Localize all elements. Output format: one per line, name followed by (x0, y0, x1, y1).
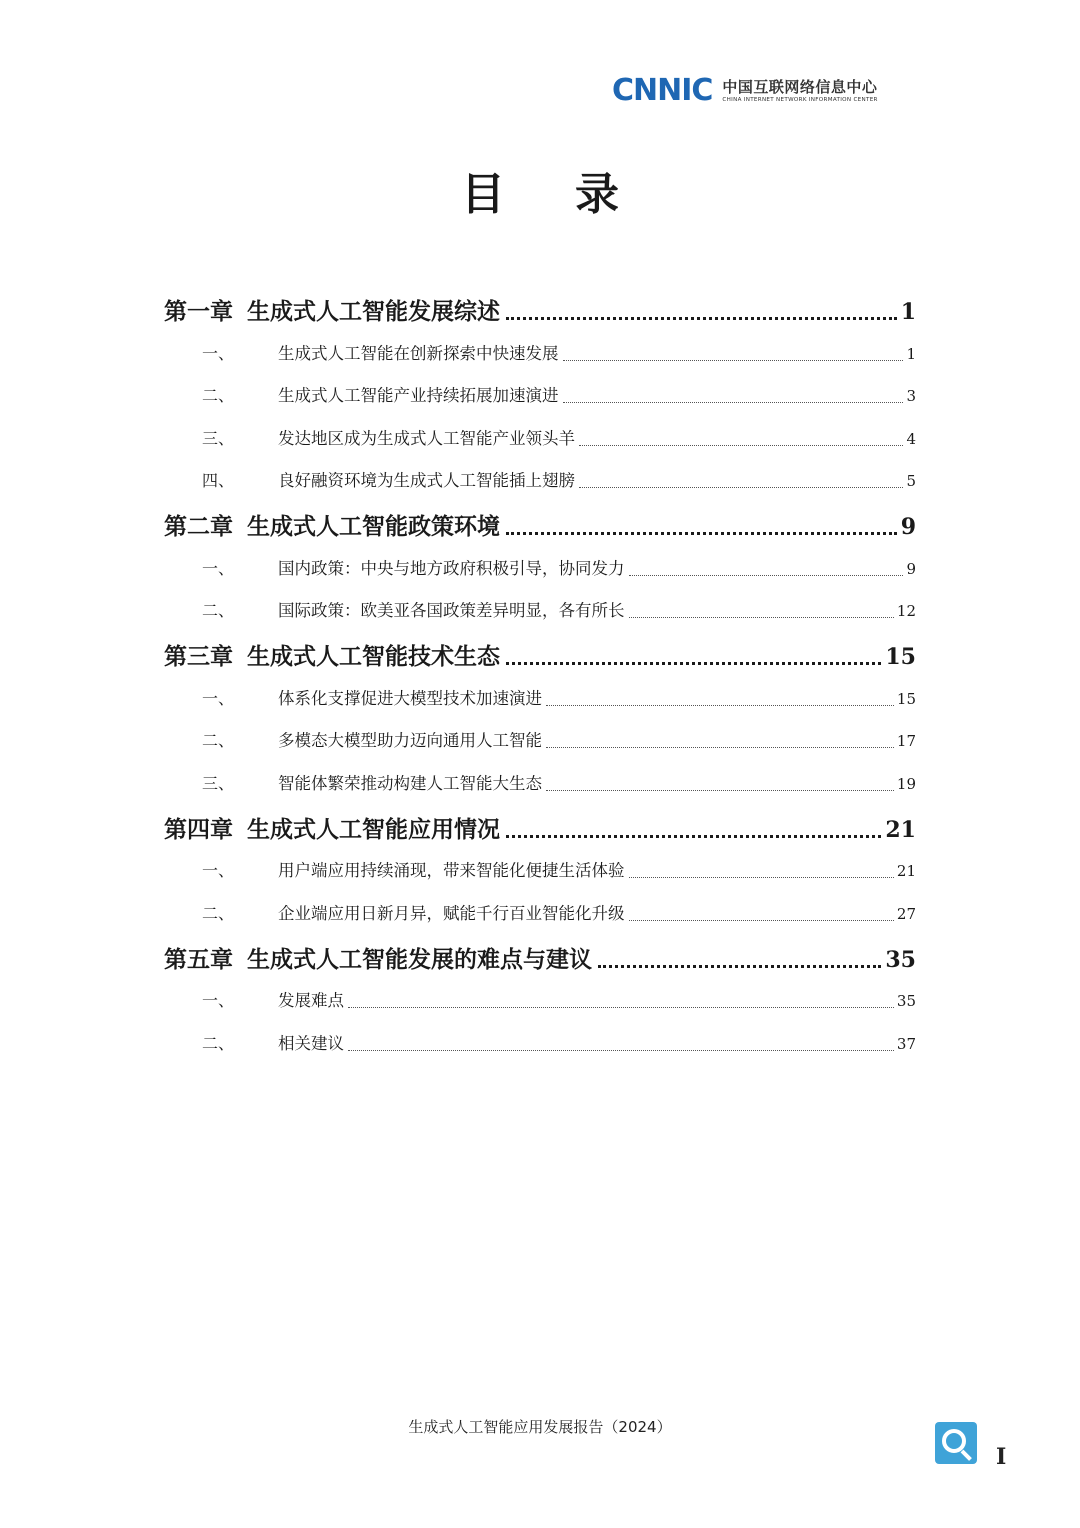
footer-report-title: 生成式人工智能应用发展报告（2024） (408, 1418, 672, 1436)
toc-chapter-title (164, 946, 592, 980)
toc-section-index: 二、 (202, 601, 235, 620)
toc-section-index: 二、 (202, 903, 235, 923)
toc-chapter-page: 21 (885, 816, 916, 843)
toc-section[interactable] (164, 720, 916, 763)
toc-chapter-label: 生成式人工智能发展综述 (247, 299, 500, 325)
toc-section-label: 用户端应用持续涌现，带来智能化便捷生活体验 (278, 861, 625, 880)
toc-section-page: 27 (896, 904, 916, 923)
toc-chapter-title (164, 298, 500, 332)
toc-section[interactable] (164, 1022, 916, 1065)
toc-section-page: 35 (896, 992, 916, 1010)
toc-chapter-title (164, 513, 500, 547)
toc-chapter-title (164, 816, 500, 850)
toc-leader-dots (579, 445, 903, 446)
toc-leader-dots (546, 790, 894, 791)
toc-chapter-page: 35 (885, 946, 916, 973)
toc-section-index: 三、 (202, 773, 235, 793)
toc-chapter-page: 15 (885, 644, 916, 670)
toc-chapter-label: 生成式人工智能政策环境 (247, 514, 500, 540)
toc-section-label: 国内政策：中央与地方政府积极引导，协同发力 (278, 558, 625, 578)
toc-chapter-page: 1 (900, 299, 916, 325)
toc-section[interactable] (164, 417, 916, 460)
toc-section-page: 17 (896, 732, 916, 750)
toc-chapter-label: 生成式人工智能发展的难点与建议 (247, 946, 592, 973)
toc-section-index: 一、 (202, 861, 235, 880)
toc-section-page: 4 (906, 429, 916, 448)
page-title-char-1: 目 (461, 169, 505, 220)
page-title-char-2: 录 (575, 169, 619, 220)
toc-chapter[interactable] (164, 808, 916, 850)
toc-section-label: 体系化支撑促进大模型技术加速演进 (278, 688, 542, 708)
toc-section-index: 二、 (202, 386, 235, 405)
toc-leader-dots (598, 965, 881, 968)
toc-section-label: 发展难点 (278, 991, 344, 1010)
toc-section-page: 5 (906, 472, 916, 490)
toc-section[interactable] (164, 677, 916, 720)
toc-section-label: 相关建议 (278, 1033, 344, 1053)
toc-leader-dots (563, 402, 904, 403)
toc-section-label: 生成式人工智能产业持续拓展加速演进 (278, 386, 559, 405)
magnifier-icon (935, 1422, 977, 1464)
toc-leader-dots (563, 360, 904, 361)
toc-chapter-label: 生成式人工智能技术生态 (247, 644, 500, 670)
toc-chapter[interactable] (164, 938, 916, 980)
toc-section-label: 企业端应用日新月异，赋能千行百业智能化升级 (278, 903, 625, 923)
page-number: I (996, 1444, 1007, 1470)
toc-leader-dots (546, 705, 894, 706)
toc-leader-dots (506, 835, 881, 838)
toc-section-index: 二、 (202, 731, 235, 750)
toc-section-page: 15 (896, 689, 916, 708)
toc-leader-dots (506, 662, 881, 665)
toc-chapter-number: 第四章 (164, 816, 233, 843)
toc-section-index: 二、 (202, 1033, 235, 1053)
toc-leader-dots (629, 575, 904, 576)
toc-chapter-page: 9 (900, 514, 916, 540)
toc-section[interactable] (164, 460, 916, 503)
toc-section-page: 1 (906, 344, 916, 363)
toc-section[interactable] (164, 980, 916, 1023)
toc-section-label: 多模态大模型助力迈向通用人工智能 (278, 731, 542, 750)
toc-leader-dots (629, 877, 894, 878)
toc-chapter-label: 生成式人工智能应用情况 (247, 816, 500, 843)
cnnic-logo: CNNIC (612, 73, 713, 108)
toc-section-index: 一、 (202, 688, 235, 708)
toc-chapter[interactable] (164, 635, 916, 677)
toc-leader-dots (506, 532, 897, 535)
toc-chapter-number: 第二章 (164, 514, 233, 540)
toc-leader-dots (546, 747, 894, 748)
toc-chapter[interactable] (164, 505, 916, 547)
page-title (0, 158, 1080, 222)
toc-section-index: 一、 (202, 343, 235, 363)
toc-section[interactable] (164, 850, 916, 893)
toc-leader-dots (579, 487, 903, 488)
toc-section[interactable] (164, 762, 916, 805)
toc-section-label: 发达地区成为生成式人工智能产业领头羊 (278, 428, 575, 448)
toc-section-label: 国际政策：欧美亚各国政策差异明显，各有所长 (278, 601, 625, 620)
toc-chapter[interactable] (164, 290, 916, 332)
toc-leader-dots (629, 617, 894, 618)
toc-section-page: 9 (906, 559, 916, 578)
toc-leader-dots (348, 1050, 894, 1051)
toc-section-index: 一、 (202, 991, 235, 1010)
toc-section-page: 12 (896, 602, 916, 620)
toc-section[interactable] (164, 892, 916, 935)
toc-chapter-number: 第三章 (164, 644, 233, 670)
toc-section-label: 良好融资环境为生成式人工智能插上翅膀 (278, 471, 575, 490)
toc-section[interactable] (164, 332, 916, 375)
toc-section-page: 3 (906, 387, 916, 405)
toc-section-index: 三、 (202, 428, 235, 448)
toc-section[interactable] (164, 590, 916, 633)
org-name-cn: 中国互联网络信息中心 (722, 77, 878, 96)
toc-leader-dots (506, 317, 897, 320)
org-name (722, 79, 877, 104)
toc-chapter-title (164, 643, 500, 677)
toc-chapter-number: 第一章 (164, 299, 233, 325)
header (612, 73, 878, 108)
toc-section[interactable] (164, 375, 916, 418)
org-name-en: CHINA INTERNET NETWORK INFORMATION CENTER (722, 96, 878, 103)
toc-section[interactable] (164, 547, 916, 590)
toc-section-index: 一、 (202, 558, 235, 578)
toc-section-page: 19 (896, 774, 916, 793)
table-of-contents (164, 290, 916, 1065)
toc-section-page: 21 (896, 862, 916, 880)
toc-chapter-number: 第五章 (164, 946, 233, 973)
toc-leader-dots (348, 1007, 894, 1008)
toc-leader-dots (629, 920, 894, 921)
toc-section-index: 四、 (202, 471, 235, 490)
toc-section-page: 37 (896, 1034, 916, 1053)
toc-section-label: 生成式人工智能在创新探索中快速发展 (278, 343, 559, 363)
toc-section-label: 智能体繁荣推动构建人工智能大生态 (278, 773, 542, 793)
